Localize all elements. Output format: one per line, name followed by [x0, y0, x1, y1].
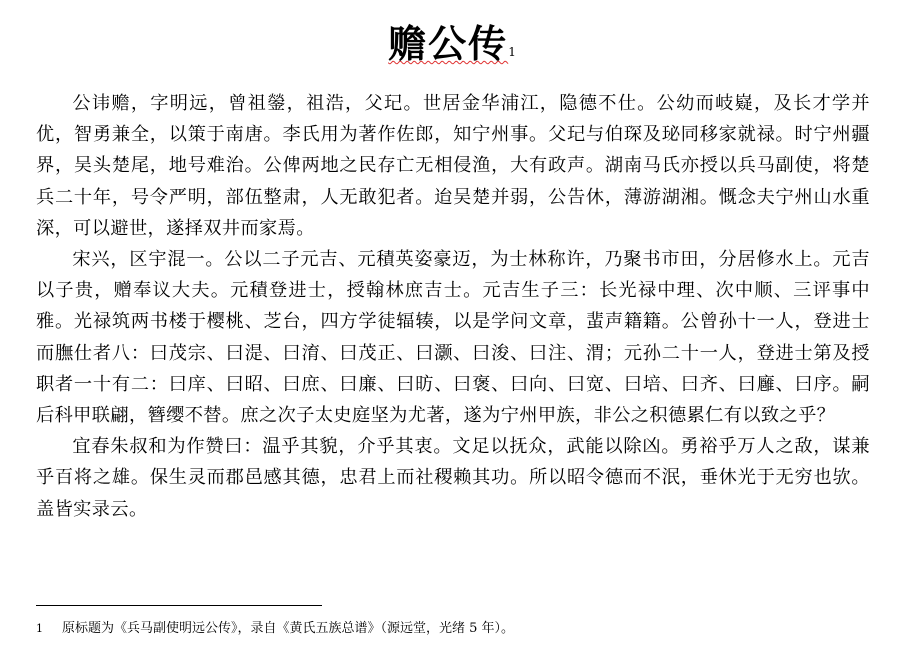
- footnote-marker: 1: [36, 622, 43, 635]
- footnote-text: 原标题为《兵马副使明远公传》，录自《黄氏五族总谱》（源远堂，光绪 5 年）。: [62, 621, 515, 636]
- page-title: [0, 16, 904, 72]
- footnote-separator: [36, 605, 322, 606]
- footnote: [36, 620, 876, 638]
- title-footnote-marker: 1: [508, 45, 516, 59]
- paragraph-3: 宜春朱叔和为作赞曰：温乎其貌，介乎其衷。文足以抚众，武能以除凶。勇裕乎万人之敌，谋兼乎百将之雄。保生灵而郡邑感其德，忠君上而社稷赖其功。所以昭令德而不泯，垂休光于无穷也欤。盖皆实录云。: [36, 436, 870, 520]
- document-body: [36, 88, 870, 525]
- title-text: 赡公传: [388, 21, 509, 66]
- paragraph-2: 宋兴，区宇混一。公以二子元吉、元積英姿豪迈，为士林称许，乃聚书市田，分居修水上。元吉以子贵，赠奉议大夫。元積登进士，授翰林庶吉士。元吉生子三：长光禄中理、次中顺、三评事中雅。光禄筑两书楼于樱桃、芝台，四方学徒辐辏，以是学问文章，蜚声籍籍。公曾孙十一人，登进士而膴仕者八：曰茂宗、曰湜、曰淯、曰茂正、曰灏、曰浚、曰注、渭；元孙二十一人，登进士第及授职者一十有二：曰庠、曰昭、曰庶、曰廉、曰昉、曰褒、曰向、曰宽、曰培、曰齐、曰廱、曰序。嗣后科甲联翩，簪缨不替。庶之次子太史庭坚为尤著，遂为宁州甲族，非公之积德累仁有以致之乎？: [36, 249, 870, 427]
- paragraph-1: 公讳赡，字明远，曾祖鎣，祖浩，父玘。世居金华浦江，隐德不仕。公幼而岐嶷，及长才学并优，智勇兼全，以策于南唐。李氏用为著作佐郎，知宁州事。父玘与伯琛及珌同移家就禄。时宁州疆界，吴头楚尾，地号难治。公俾两地之民存亡无相侵渔，大有政声。湖南马氏亦授以兵马副使，将楚兵二十年，号令严明，部伍整肃，人无敢犯者。迨吴楚并弱，公告休，薄游湖湘。慨念夫宁州山水重深，可以避世，遂择双井而家焉。: [36, 93, 870, 239]
